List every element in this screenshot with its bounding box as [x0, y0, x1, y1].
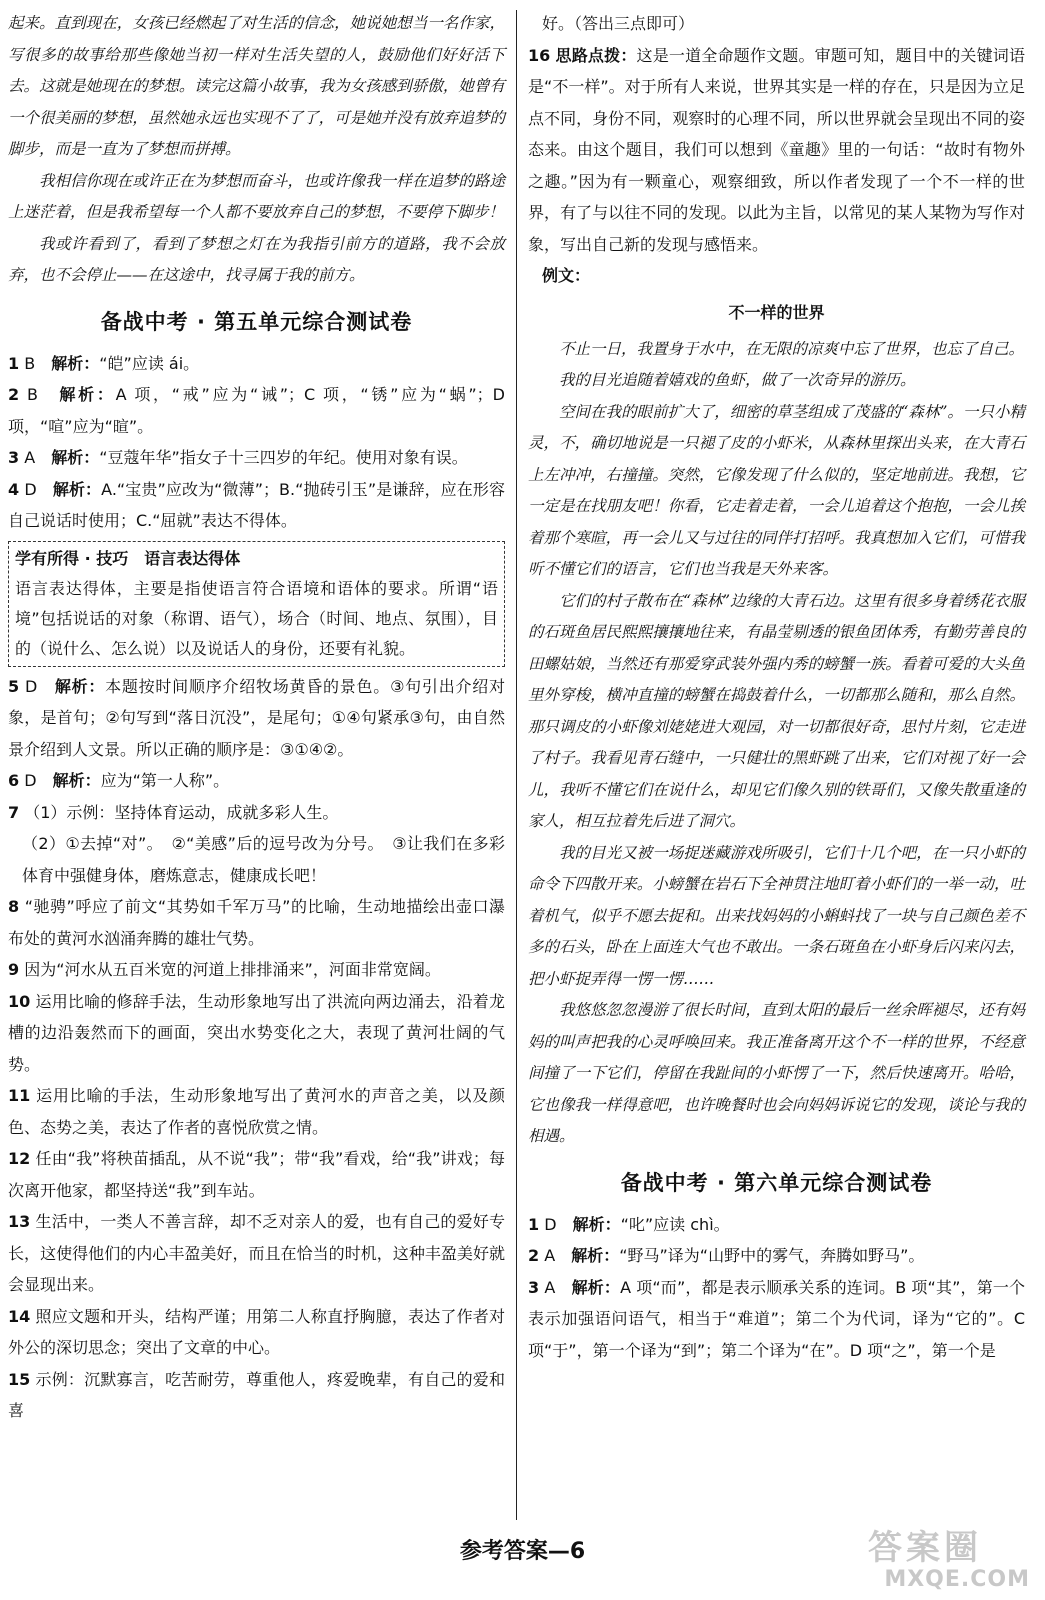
essay-paragraph: 空间在我的眼前扩大了，细密的草茎组成了茂盛的“森林”。一只小精灵，不，确切地说是一只褪了皮的小虾米，从森林里探出头来，在大青石上左冲冲，右撞撞。突然，它像发现了什么似的，坚定地前进。我想，它一定是在找朋友吧！你看，它走着走着，一会儿追着这个抱抱，一会儿挨着那个寒暄，再一会儿又与过往的同伴打招呼。我真想加入它们，可惜我听不懂它们的语言，它们也当我是天外来客。: [528, 402, 1025, 578]
page-footer: 参考答案—6: [459, 1539, 586, 1564]
answer-item: 14 照应文题和开头，结构严谨；用第二人称直抒胸臆，表达了作者对外公的深切思念；突出了文章的中心。: [8, 1306, 505, 1357]
essay-paragraph: 我的目光追随着嬉戏的鱼虾，做了一次奇异的游历。: [559, 371, 916, 389]
answer-item: 8 “驰骋”呼应了前文“其势如千军万马”的比喻，生动地描绘出壶口瀑布处的黄河水汹涌奔腾的雄壮气势。: [8, 897, 505, 948]
answer-continuation: 好。（答出三点即可）: [542, 14, 695, 33]
column-divider: [516, 10, 517, 1520]
section-title-unit5: 备战中考 · 第五单元综合测试卷: [100, 309, 413, 334]
watermark-url: MXQE.COM: [884, 1567, 1030, 1592]
answer-item: 7 （1）示例：坚持体育运动，成就多彩人生。: [8, 802, 339, 822]
tip-body: 语言表达得体，主要是指使语言符合语境和语体的要求。所谓“语境”包括说话的对象（称谓、语气），场合（时间、地点、氛围），目的（说什么、怎么说）以及说话人的身份，还要有礼貌。: [15, 578, 498, 658]
answer-item: 9 因为“河水从五百米宽的河道上排排涌来”，河面非常宽阔。: [8, 960, 441, 979]
answer-item: 3 A 解析：A 项“而”，都是表示顺承关系的连词。B 项“其”，第一个表示加强语问语气，相当于“难道”；第二个为代词，译为“它的”。C 项“于”，第一个译为“到”；第二个译为“在”。D 项“之”，第一个是: [528, 1277, 1025, 1360]
watermark-logo: [868, 1528, 1038, 1598]
answer-item: 11 运用比喻的手法，生动形象地写出了黄河水的声音之美，以及颜色、态势之美，表达了作者的喜悦欣赏之情。: [8, 1086, 505, 1137]
answer-item-16: 16 思路点拨：这是一道全命题作文题。审题可知，题目中的关键词语是“不一样”。对于所有人来说，世界其实是一样的存在，只是因为立足点不同，身份不同，观察时的心理不同，所以世界就会呈现出不同的姿态来。由这个题目，我们可以想到《童趣》里的一句话：“故时有物外之趣。”因为有一颗童心，观察细致，所以作者发现了一个不一样的世界，有了与以往不同的发现。以此为主旨，以常见的某人某物为写作对象，写出自己新的发现与感悟来。: [528, 45, 1025, 254]
essay-paragraph: 我的目光又被一场捉迷藏游戏所吸引，它们十几个吧，在一只小虾的命令下四散开来。小螃蟹在岩石下全神贯注地盯着小虾们的一举一动，吐着机气，似乎不愿去捉和。出来找妈妈的小蝌蚪找了一块与自己颜色差不多的石头，卧在上面连大气也不敢出。一条石斑鱼在小虾身后闪来闪去，把小虾捉弄得一愣一愣……: [528, 843, 1025, 988]
essay-title: 不一样的世界: [728, 302, 825, 322]
tip-title: 学有所得 · 技巧 语言表达得体: [15, 548, 241, 568]
right-column: [528, 8, 1025, 1366]
answer-item: 3 A 解析：“豆蔻年华”指女子十三四岁的年纪。使用对象有误。: [8, 448, 468, 467]
example-label: 例文：: [542, 266, 591, 285]
answer-list-c: [528, 1209, 1025, 1367]
answer-item: 12 任由“我”将秧苗插乱，从不说“我”；带“我”看戏，给“我”讲戏；每次离开他家，都坚持送“我”到车站。: [8, 1149, 505, 1200]
answer-item: 1 D 解析：“叱”应读 chì。: [528, 1214, 730, 1234]
answer-item: （2）①去掉“对”。 ②“美感”后的逗号改为分号。 ③让我们在多彩体育中强健身体，磨炼意志，健康成长吧！: [22, 834, 505, 885]
essay-paragraph: 起来。直到现在，女孩已经燃起了对生活的信念，她说她想当一名作家，写很多的故事给那些像她当初一样对生活失望的人，鼓励他们好好活下去。这就是她现在的梦想。读完这篇小故事，我为女孩感到骄傲，她曾有一个很美丽的梦想，虽然她永远也实现不了了，可是她并没有放弃追梦的脚步，而是一直为了梦想而拼搏。: [8, 14, 505, 158]
left-column: [8, 8, 505, 1427]
answer-item: 2 B 解析：A 项，“戒”应为“诫”；C 项，“锈”应为“蜗”；D 项，“喧”应为“暄”。: [8, 385, 505, 436]
answer-item: 10 运用比喻的修辞手法，生动形象地写出了洪流向两边涌去，沿着龙槽的边沿轰然而下的画面，突出水势变化之大，表现了黄河壮阔的气势。: [8, 991, 505, 1074]
section-title-unit6: 备战中考 · 第六单元综合测试卷: [620, 1170, 933, 1195]
answer-item: 5 D 解析：本题按时间顺序介绍牧场黄昏的景色。③句引出介绍对象，是首句；②句写到“落日沉没”，是尾句；①④句紧承③句，由自然景介绍到人文景。所以正确的顺序是：③①④②。: [8, 676, 505, 759]
essay-paragraph: 我或许看到了，看到了梦想之灯在为我指引前方的道路，我不会放弃，也不会停止——在这途中，找寻属于我的前方。: [8, 234, 505, 284]
essay-paragraph: 它们的村子散布在“森林”边缘的大青石边。这里有很多身着绣花衣服的石斑鱼居民熙熙攘攘地往来，有晶莹剔透的银鱼团体秀，有勤劳善良的田螺姑娘，当然还有那爱穿武装外强内秀的螃蟹一族。看着可爱的大头鱼里外穿梭，横冲直撞的螃蟹在捣鼓着什么，一切都那么随和，那么自然。那只调皮的小虾像刘姥姥进大观园，对一切都很好奇，思忖片刻，它走进了村子。我看见青石缝中，一只健壮的黑虾跳了出来，它们对视了好一会儿，我听不懂它们在说什么，却见它们像久别的铁哥们，又像失散重逢的家人，相互拉着先后进了洞穴。: [528, 591, 1025, 830]
essay-paragraph: 不止一日，我置身于水中，在无限的凉爽中忘了世界，也忘了自己。: [559, 339, 1025, 358]
answer-item: 6 D 解析：应为“第一人称”。: [8, 771, 230, 790]
watermark-text: 答案圈: [868, 1528, 982, 1568]
answer-item: 13 生活中，一类人不善言辞，却不乏对亲人的爱，也有自己的爱好专长，这使得他们的内心丰盈美好，而且在恰当的时机，这种丰盈美好就会显现出来。: [8, 1212, 505, 1294]
answer-item: 15 示例：沉默寡言，吃苦耐劳，尊重他人，疼爱晚辈，有自己的爱和喜: [8, 1369, 505, 1420]
answer-item: 4 D 解析：A.“宝贵”应改为“微薄”；B.“抛砖引玉”是谦辞，应在形容自己说话时使用；C.“屈就”表达不得体。: [8, 479, 505, 530]
answer-item: 1 B 解析：“皑”应读 ái。: [8, 353, 200, 373]
answer-item: 2 A 解析：“野马”译为“山野中的雾气，奔腾如野马”。: [528, 1246, 925, 1265]
answer-list-b: [8, 671, 505, 1427]
answer-list-a: [8, 348, 505, 537]
essay-paragraph: 我悠悠忽忽漫游了很长时间，直到太阳的最后一丝余晖褪尽，还有妈妈的叫声把我的心灵呼唤回来。我正准备离开这个不一样的世界，不经意间撞了一下它们，停留在我趾间的小虾愣了一下，然后快速离开。哈哈，它也像我一样得意吧，也许晚餐时也会向妈妈诉说它的发现，谈论与我的相遇。: [528, 1001, 1025, 1145]
tip-box: [8, 541, 505, 667]
essay-paragraph: 我相信你现在或许正在为梦想而奋斗，也或许像我一样在追梦的路途上迷茫着，但是我希望每一个人都不要放弃自己的梦想，不要停下脚步！: [8, 171, 505, 221]
